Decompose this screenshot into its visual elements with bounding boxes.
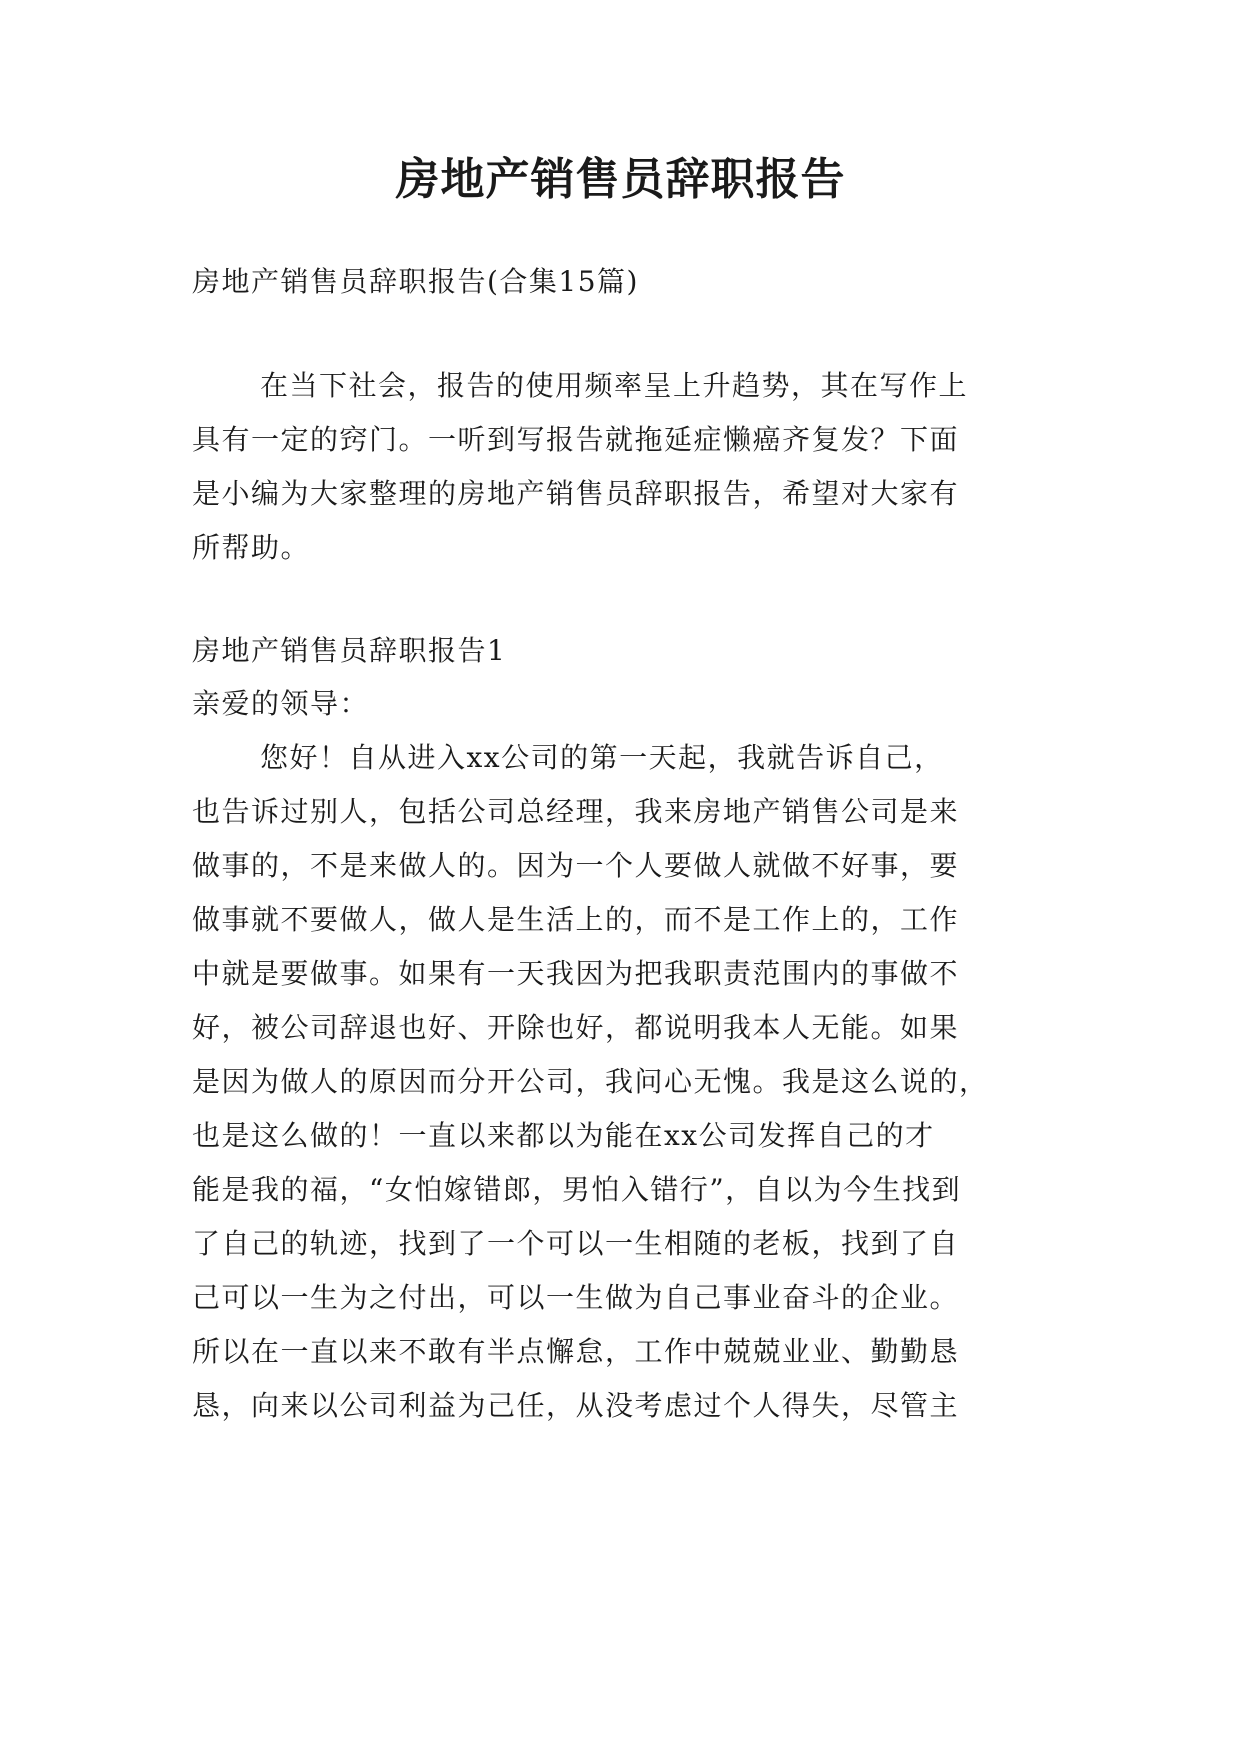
body-line-12: 所以在一直以来不敢有半点懈怠，工作中兢兢业业、勤勤恳 (192, 1335, 960, 1368)
body-line-6: 好，被公司辞退也好、开除也好，都说明我本人无能。如果 (192, 1011, 960, 1044)
body-line-5: 中就是要做事。如果有一天我因为把我职责范围内的事做不 (192, 957, 960, 990)
section-heading: 房地产销售员辞职报告1 (192, 634, 507, 667)
body-line-11: 己可以一生为之付出，可以一生做为自己事业奋斗的企业。 (192, 1281, 960, 1314)
body-line-3: 做事的，不是来做人的。因为一个人要做人就做不好事，要 (192, 849, 960, 882)
body-line-10: 了自己的轨迹，找到了一个可以一生相随的老板，找到了自 (192, 1227, 960, 1260)
body-line-1: 您好！自从进入xx公司的第一天起，我就告诉自己， (260, 741, 944, 774)
salutation: 亲爱的领导： (192, 687, 370, 720)
document-title: 房地产销售员辞职报告 (395, 154, 846, 205)
intro-line-3: 是小编为大家整理的房地产销售员辞职报告，希望对大家有 (192, 477, 960, 510)
body-line-2: 也告诉过别人，包括公司总经理，我来房地产销售公司是来 (192, 795, 960, 828)
body-line-8: 也是这么做的！一直以来都以为能在xx公司发挥自己的才 (192, 1119, 935, 1152)
body-line-13: 恳，向来以公司利益为己任，从没考虑过个人得失，尽管主 (192, 1389, 960, 1422)
intro-line-2: 具有一定的窍门。一听到写报告就拖延症懒癌齐复发？下面 (192, 423, 960, 456)
document-subtitle: 房地产销售员辞职报告(合集15篇) (192, 265, 639, 298)
body-line-4: 做事就不要做人，做人是生活上的，而不是工作上的，工作 (192, 903, 960, 936)
intro-line-4: 所帮助。 (192, 531, 311, 564)
body-line-7: 是因为做人的原因而分开公司，我问心无愧。我是这么说的， (192, 1065, 989, 1098)
body-line-9: 能是我的福，“女怕嫁错郎，男怕入错行”，自以为今生找到 (192, 1173, 962, 1206)
intro-line-1: 在当下社会，报告的使用频率呈上升趋势，其在写作上 (260, 369, 969, 402)
